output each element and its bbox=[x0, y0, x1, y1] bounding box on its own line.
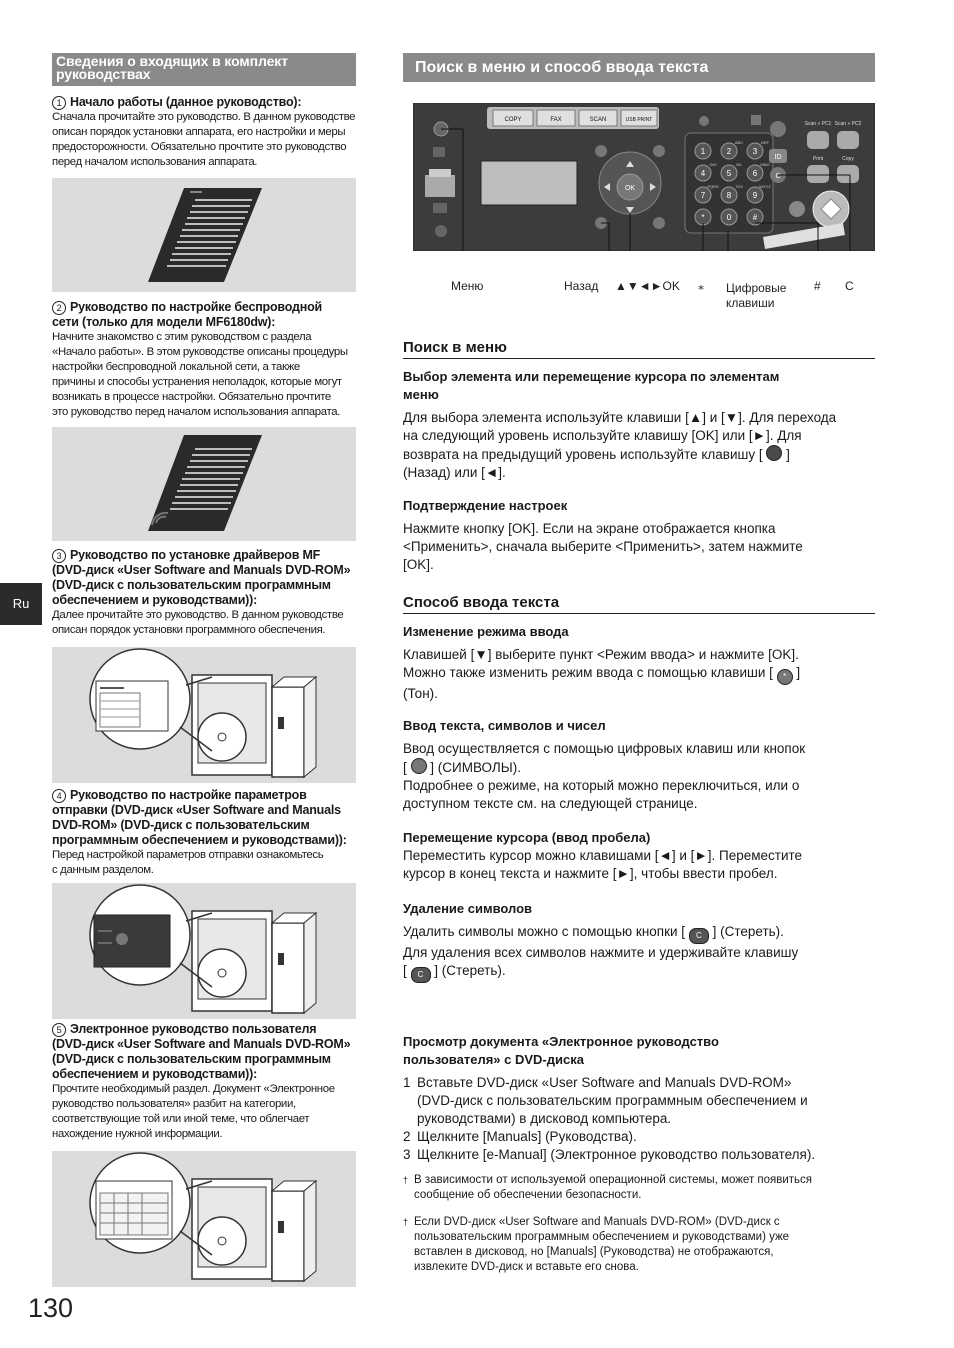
left-section-header: Сведения о входящих в комплект руководствах bbox=[52, 53, 356, 86]
keypad-letters: MNO bbox=[760, 162, 770, 167]
item-number-badge: 1 bbox=[52, 96, 66, 110]
dvd-viewing-subtitle: Просмотр документа «Электронное руководство пользователя» с DVD-диска bbox=[403, 1034, 719, 1067]
list-item: 2 Щелкните [Manuals] (Руководства). bbox=[403, 1129, 637, 1144]
input-mode-paragraph: Клавишей [▼] выберите пункт <Режим ввода> и нажмите [OK]. Можно также изменить режим ввода с помощью клавиши [ * ] (Тон). bbox=[403, 647, 801, 701]
item-number-badge: 3 bbox=[52, 549, 66, 563]
dvd-steps-list bbox=[403, 1074, 875, 1164]
keypad-key-label: 6 bbox=[752, 169, 758, 178]
dvd-computer-illustration-2 bbox=[52, 883, 356, 1019]
list-item: 1 Вставьте DVD-диск «User Software and Manuals DVD-ROM» (DVD-диск с пользовательским программным обеспечением и руководствами) в дисковод компьютера. bbox=[403, 1075, 808, 1126]
manual-2-title: 2 Руководство по настройке беспроводной сети (только для модели MF6180dw): bbox=[52, 300, 323, 329]
cursor-move-paragraph: Переместить курсор можно клавишами [◄] и [►]. Переместите курсор в конец текста и нажмите [►], чтобы ввести пробел. bbox=[403, 848, 803, 881]
keypad-key-label: 9 bbox=[752, 191, 758, 200]
keypad-key-label: 1 bbox=[700, 147, 706, 156]
delete-chars-subtitle: Удаление символов bbox=[403, 901, 533, 916]
keypad-letters: GHI bbox=[709, 162, 717, 167]
clear-key-icon: C bbox=[411, 967, 431, 983]
id-button-label: ID bbox=[774, 154, 782, 161]
select-item-paragraph: Для выбора элемента используйте клавиши [▲] и [▼]. Для перехода на следующий уровень используйте клавишу [OK] или [►]. Для возврата на предыдущий уровень используйте клавишу [ ] (Назад) или [◄]. bbox=[403, 410, 837, 480]
language-tab: Ru bbox=[0, 583, 42, 625]
text-input-title: Способ ввода текста bbox=[403, 594, 875, 614]
menu-search-title: Поиск в меню bbox=[403, 339, 875, 359]
right-section-header: Поиск в меню и способ ввода текста bbox=[403, 53, 875, 82]
item-number-badge: 5 bbox=[52, 1023, 66, 1037]
keypad-key-label: 3 bbox=[752, 147, 758, 156]
confirm-settings-paragraph: Нажмите кнопку [OK]. Если на экране отображается кнопка <Применить>, сначала выберите <Применить>, затем нажмите [OK]. bbox=[403, 521, 803, 572]
control-panel-illustration bbox=[413, 103, 875, 251]
delete-chars-paragraph: Удалить символы можно с помощью кнопки [ C ] (Стереть). Для удаления всех символов нажмите и удерживайте клавишу [ C ] (Стереть). bbox=[403, 923, 875, 983]
clear-key-icon: C bbox=[689, 928, 709, 944]
manual-1-body: Сначала прочитайте это руководство. В данном руководстве описан порядок установки аппарата, его настройки и меры предосторожности. Обязательно прочтите это руководство перед началом использования аппарата. bbox=[52, 111, 356, 168]
enter-text-subtitle: Ввод текста, символов и чисел bbox=[403, 718, 606, 733]
manual-3-body: Далее прочитайте это руководство. В данном руководстве описан порядок установки программного обеспечения. bbox=[52, 609, 344, 636]
tone-key-icon: * bbox=[777, 669, 793, 685]
menu-callout: Меню bbox=[451, 279, 484, 293]
clear-callout: C bbox=[845, 279, 854, 293]
input-mode-subtitle: Изменение режима ввода bbox=[403, 624, 569, 639]
manual-5-body: Прочтите необходимый раздел. Документ «Электронное руководство пользователя» разбит на категории, соответствующие той или иной теме, что облегчает нахождение нужной информации. bbox=[52, 1083, 335, 1140]
symbols-key-icon bbox=[411, 758, 427, 774]
keypad-key-label: # bbox=[752, 213, 758, 222]
usb-print-mode-label: USB PRINT bbox=[625, 117, 653, 123]
page-number: 130 bbox=[28, 1293, 74, 1323]
booklet-illustration bbox=[52, 178, 356, 292]
nav-callout: ▲▼◄►OK bbox=[615, 279, 680, 293]
list-item: 3 Щелкните [e-Manual] (Электронное руководство пользователя). bbox=[403, 1147, 816, 1162]
manual-4-body: Перед настройкой параметров отправки ознакомьтесь с данным разделом. bbox=[52, 849, 324, 876]
select-item-subtitle: Выбор элемента или перемещение курсора по элементам меню bbox=[403, 369, 780, 402]
scan-pc2-label: Scan » PC2 bbox=[834, 121, 862, 127]
cursor-move-subtitle: Перемещение курсора (ввод пробела) bbox=[403, 830, 651, 845]
dvd-computer-illustration-1 bbox=[52, 647, 356, 783]
clear-key-label: C bbox=[775, 173, 781, 180]
keypad-letters: PQRS bbox=[707, 184, 719, 189]
footnote: † В зависимости от используемой операционной системы, может появиться сообщение об обеспечении безопасности. bbox=[403, 1174, 813, 1201]
tone-callout: ⁎ bbox=[698, 279, 704, 293]
scan-pc1-label: Scan » PC1 bbox=[804, 121, 832, 127]
keypad-key-label: 0 bbox=[726, 213, 732, 222]
keypad-key-label: 4 bbox=[700, 169, 706, 178]
ok-button-label: OK bbox=[624, 185, 636, 192]
keypad-key-label: * bbox=[701, 213, 705, 222]
back-key-icon bbox=[766, 445, 782, 461]
back-callout: Назад bbox=[564, 279, 599, 293]
keypad-letters: JKL bbox=[735, 162, 743, 167]
enter-text-paragraph: Ввод осуществляется с помощью цифровых клавиш или кнопок [ ] (СИМВОЛЫ). Подробнее о режиме, на который можно переключиться, или о доступном тексте см. на следующей странице. bbox=[403, 741, 806, 811]
confirm-settings-subtitle: Подтверждение настроек bbox=[403, 498, 568, 513]
fax-mode-label: FAX bbox=[550, 117, 562, 123]
copy-label: Copy bbox=[842, 156, 854, 162]
scan-mode-label: SCAN bbox=[589, 117, 607, 123]
print-label: Print bbox=[812, 156, 824, 162]
hash-callout: # bbox=[814, 279, 821, 293]
manual-1-title: 1 Начало работы (данное руководство): bbox=[52, 95, 362, 110]
manual-3-title: 3 Руководство по установке драйверов MF (DVD-диск «User Software and Manuals DVD-ROM» (DVD-диск с пользовательским программным обеспечением и руководствами)): bbox=[52, 548, 351, 607]
dvd-computer-illustration-3 bbox=[52, 1151, 356, 1287]
manual-5-title: 5 Электронное руководство пользователя (DVD-диск «User Software and Manuals DVD-ROM» (DVD-диск с пользовательским программным обеспечением и руководствами)): bbox=[52, 1022, 351, 1081]
copy-mode-label: COPY bbox=[504, 117, 522, 123]
numeric-keys-callout: Цифровые клавиши bbox=[726, 281, 787, 310]
keypad-key-label: 5 bbox=[726, 169, 732, 178]
keypad-key-label: 2 bbox=[726, 147, 732, 156]
item-number-badge: 2 bbox=[52, 301, 66, 315]
keypad-letters: TUV bbox=[735, 184, 743, 189]
keypad-key-label: 7 bbox=[700, 191, 706, 200]
keypad-letters: ABC bbox=[734, 140, 744, 145]
keypad-letters: WXYZ bbox=[759, 184, 771, 189]
keypad-key-label: 8 bbox=[726, 191, 732, 200]
manual-2-body: Начните знакомство с этим руководством с раздела «Начало работы». В этом руководстве описаны процедуры настройки беспроводной локальной сети, а также причины и способы устранения неполадок, которые могут возникать в процессе настройки. Обязательно прочтите это руководство перед началом использования аппарата. bbox=[52, 331, 348, 418]
keypad-letters: DEF bbox=[761, 140, 769, 145]
item-number-badge: 4 bbox=[52, 789, 66, 803]
footnote: † Если DVD-диск «User Software and Manuals DVD-ROM» (DVD-диск с пользовательским программным обеспечением и руководствами) уже вставлен в дисковод, но [Manuals] (Руководства) не отображаются, извлеките DVD-диск и вставьте его снова. bbox=[403, 1216, 790, 1273]
manual-4-title: 4 Руководство по настройке параметров отправки (DVD-диск «User Software and Manuals DVD-ROM» (DVD-диск с пользовательским программным обеспечением и руководствами)): bbox=[52, 788, 347, 847]
wireless-booklet-illustration bbox=[52, 427, 356, 541]
